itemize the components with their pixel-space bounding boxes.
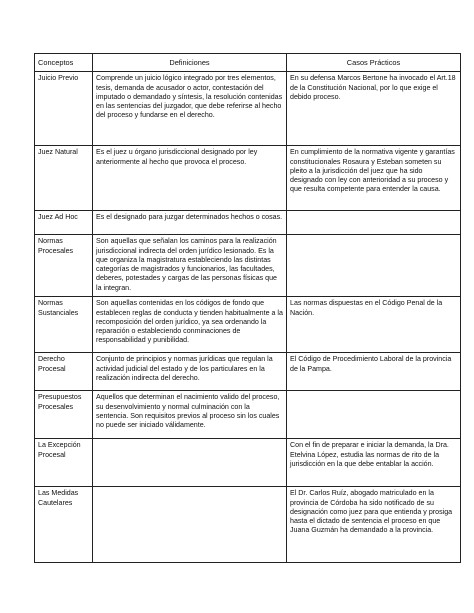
case-cell: En cumplimiento de la normativa vigente y garantías constitucionales Rosaura y Esteban someten su pleito a la jurisdicción del juez que ha sido designado con ley con anterioridad a su proceso y que resulta competente para entender la causa. [287,146,461,211]
definition-cell: Es el juez u órgano jurisdiccional designado por ley anteriormente al hecho que provoca el proceso. [93,146,287,211]
table-row [35,235,461,297]
case-cell [287,211,461,235]
table-row [35,72,461,146]
case-cell [287,391,461,439]
definition-cell: Conjunto de principios y normas jurídicas que regulan la actividad judicial del estado y de los particulares en la realización indirecta del derecho. [93,353,287,391]
case-cell: En su defensa Marcos Bertone ha invocado el Art.18 de la Constitución Nacional, por lo que exige el debido proceso. [287,72,461,146]
concept-cell: La Excepción Procesal [35,439,93,487]
case-cell: El Código de Procedimiento Laboral de la provincia de la Pampa. [287,353,461,391]
concept-cell: Presupuestos Procesales [35,391,93,439]
definition-cell: Es el designado para juzgar determinados hechos o cosas. [93,211,287,235]
concept-cell: Juez Natural [35,146,93,211]
case-cell: Con el fin de preparar e iniciar la demanda, la Dra. Etelvina López, estudia las normas de rito de la jurisdicción en la que debe entablar la acción. [287,439,461,487]
table-row [35,211,461,235]
concept-cell: Normas Sustanciales [35,297,93,353]
case-cell: Las normas dispuestas en el Código Penal de la Nación. [287,297,461,353]
definition-cell: Son aquellas que señalan los caminos para la realización jurisdiccional indirecta del orden jurídico lesionado. Es la que organiza la magistratura estableciendo las distintas categorías de magistrados y funcionarios, las facultades, deberes, potestades y cargas de las personas físicas que la integran. [93,235,287,297]
concept-cell: Derecho Procesal [35,353,93,391]
table-row [35,439,461,487]
definition-cell: Son aquellas contenidas en los códigos de fondo que establecen reglas de conducta y tienden habitualmente a la recomposición del orden jurídico, ya sea ordenando la reparación o estableciendo conminaciones de responsabilidad y punibilidad. [93,297,287,353]
table-row [35,146,461,211]
case-cell: El Dr. Carlos Ruíz, abogado matriculado en la provincia de Córdoba ha sido notificado de su designación como juez para que entienda y prosiga hasta el dictado de sentencia el proceso en que Juana Guzmán ha demandado a la provincia. [287,487,461,563]
definition-cell [93,439,287,487]
concept-cell: Las Medidas Cautelares [35,487,93,563]
concept-cell: Juicio Previo [35,72,93,146]
table-header-row [35,54,461,72]
definition-cell [93,487,287,563]
table-row [35,353,461,391]
concept-cell: Juez Ad Hoc [35,211,93,235]
concept-cell: Normas Procesales [35,235,93,297]
header-concepts: Conceptos [35,54,93,72]
case-cell [287,235,461,297]
definition-cell: Aquellos que determinan el nacimiento valido del proceso, su desenvolvimiento y normal culminación con la sentencia. Son requisitos previos al proceso sin los cuales no puede ser iniciado válidamente. [93,391,287,439]
header-definitions: Definiciones [93,54,287,72]
table-row [35,487,461,563]
concepts-table [34,53,461,563]
table-row [35,391,461,439]
definition-cell: Comprende un juicio lógico integrado por tres elementos, tesis, demanda de acusador o actor, contestación del imputado o demandado y síntesis, la resolución contenidas en las sentencias del juzgador, que debe referirse al hecho del proceso y fundarse en el derecho. [93,72,287,146]
table-row [35,297,461,353]
header-practical-cases: Casos Prácticos [287,54,461,72]
